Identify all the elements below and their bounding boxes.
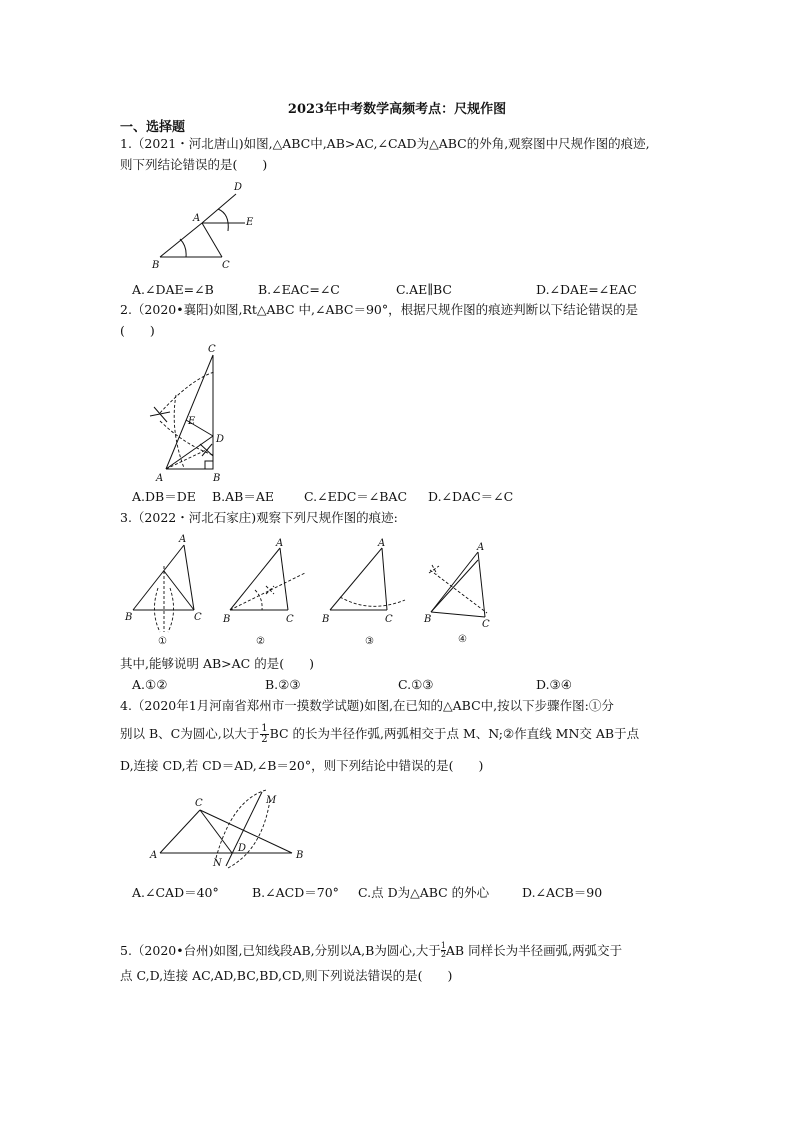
q2-label-a: A — [156, 473, 164, 484]
q4-arc-2 — [228, 800, 270, 868]
q3-option-a: A.①② — [132, 677, 168, 692]
q4-label-n: N — [213, 858, 222, 869]
q2-label-c: C — [208, 344, 216, 355]
q3-f2-label-c: C — [286, 614, 294, 625]
q1-label-a: A — [193, 213, 201, 224]
q5-line1-part-a: 5.（2020•台州)如图,已知线段AB,分别以A,B为圆心,大于 — [120, 943, 441, 958]
q1-text-line2: 则下列结论错误的是( ) — [120, 157, 268, 172]
q2-label-e: E — [188, 416, 196, 427]
q3-f2-label-a: A — [276, 538, 284, 549]
q2-option-b: B.AB＝AE — [212, 489, 275, 504]
q4-segment-ac — [160, 810, 200, 853]
q4-text-line1: 4.（2020年1月河南省郑州市一摸数学试题)如图,在已知的△ABC中,按以下步骤作图:①分 — [120, 698, 614, 713]
q3-figure-num-3: ③ — [365, 636, 374, 647]
q2-option-a: A.DB＝DE — [132, 489, 196, 504]
q3-f1-label-a: A — [179, 534, 187, 545]
q3-f4-label-c: C — [482, 619, 490, 630]
q2-label-d: D — [216, 434, 225, 445]
q4-label-d: D — [238, 843, 247, 854]
q3-f1-label-b: B — [125, 612, 133, 623]
q1-label-c: C — [222, 260, 230, 271]
q4-option-d: D.∠ACB＝90 — [522, 885, 603, 900]
q4-label-a: A — [150, 850, 158, 861]
q1-label-d: D — [234, 182, 243, 193]
q2-option-d: D.∠DAC＝∠C — [428, 489, 514, 504]
q4-option-a: A.∠CAD＝40° — [132, 885, 219, 900]
q3-question: 其中,能够说明 AB>AC 的是( ) — [120, 656, 314, 671]
q4-option-c: C.点 D为△ABC 的外心 — [358, 885, 490, 900]
q1-label-e: E — [246, 217, 254, 228]
q1-option-b: B.∠EAC=∠C — [258, 282, 340, 297]
q5-text-line1 — [120, 935, 622, 959]
q3-f3-label-c: C — [385, 614, 393, 625]
q3-f4-label-b: B — [424, 614, 432, 625]
q4-segment-cd — [200, 810, 232, 853]
q3-f4-label-a: A — [477, 542, 485, 553]
q3-figure-num-1: ① — [158, 636, 167, 647]
q5-text-line2: 点 C,D,连接 AC,AD,BC,BD,CD,则下列说法错误的是( ) — [120, 968, 453, 983]
q1-text-line1: 1.（2021・河北唐山)如图,△ABC中,AB>AC,∠CAD为△ABC的外角,观察图中尺规作图的痕迹, — [120, 136, 650, 151]
q4-label-m: M — [266, 795, 277, 806]
q5-line1-part-b: AB 同样长为半径画弧,两弧交于 — [445, 943, 623, 958]
q5-frac-den: 2 — [440, 950, 446, 959]
q4-label-b: B — [296, 850, 304, 861]
q1-option-d: D.∠DAE=∠EAC — [536, 282, 637, 297]
page-title: 2023年中考数学高频考点：尺规作图 — [287, 102, 507, 117]
q3-f3-label-b: B — [322, 614, 330, 625]
q1-option-a: A.∠DAE=∠B — [132, 282, 214, 297]
q4-label-c: C — [195, 798, 203, 809]
q4-line2-part-b: BC 的长为半径作弧,两弧相交于点 M、N;②作直线 MN交 AB于点 — [269, 726, 640, 741]
q4-line2-part-a: 别以 B、C为圆心,以大于 — [120, 726, 260, 741]
q3-f3-label-a: A — [378, 538, 386, 549]
q4-frac-den: 2 — [261, 733, 268, 745]
section-heading: 一、选择题 — [120, 120, 186, 135]
q1-label-b: B — [152, 260, 160, 271]
q3-option-b: B.②③ — [265, 677, 301, 692]
q1-option-c: C.AE∥BC — [396, 282, 452, 297]
q5-frac-num: 1 — [440, 941, 446, 950]
q4-option-b: B.∠ACD＝70° — [252, 885, 339, 900]
q2-option-c: C.∠EDC＝∠BAC — [304, 489, 408, 504]
q3-text-line1: 3.（2022・河北石家庄)观察下列尺规作图的痕迹: — [120, 510, 398, 525]
q3-figure-num-4: ④ — [458, 634, 467, 645]
q4-text-line3: D,连接 CD,若 CD＝AD,∠B＝20°，则下列结论中错误的是( ) — [120, 758, 484, 773]
q2-text-line2: ( ) — [120, 323, 155, 338]
q3-f1-label-c: C — [194, 612, 202, 623]
q3-option-d: D.③④ — [536, 677, 572, 692]
q2-text-line1: 2.（2020•襄阳)如图,Rt△ABC 中,∠ABC＝90°，根据尺规作图的痕迹判断以下结论错误的是 — [120, 302, 639, 317]
q4-frac-num: 1 — [261, 722, 268, 734]
q3-option-c: C.①③ — [398, 677, 434, 692]
q2-label-b: B — [213, 473, 221, 484]
q3-f2-label-b: B — [223, 614, 231, 625]
q3-figure-num-2: ② — [256, 636, 265, 647]
